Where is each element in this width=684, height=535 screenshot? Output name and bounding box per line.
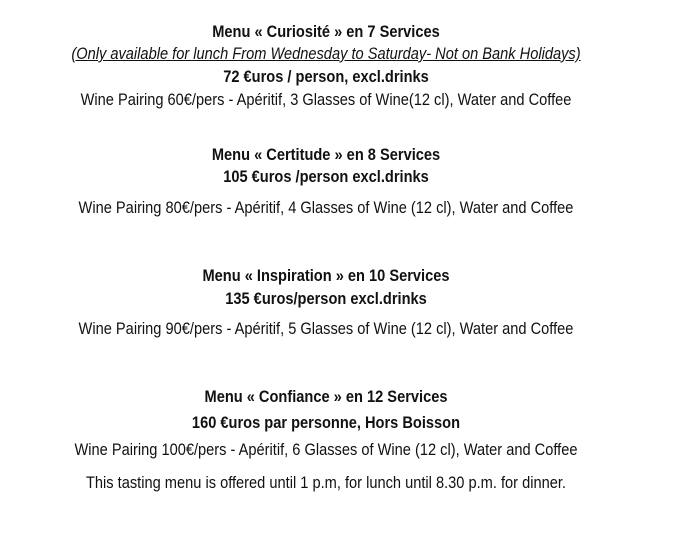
menu-certitude-title: Menu « Certitude » en 8 Services (211, 145, 441, 164)
menu-certitude-price: 105 €uros /person excl.drinks (223, 167, 429, 186)
menu-curiosite-wine-pairing: Wine Pairing 60€/pers - Apéritif, 3 Glasses of Wine(12 cl), Water and Coffee (80, 90, 572, 109)
menu-confiance-wine-pairing: Wine Pairing 100€/pers - Apéritif, 6 Glasses of Wine (12 cl), Water and Coffee (74, 440, 578, 459)
menu-confiance-title: Menu « Confiance » en 12 Services (204, 387, 448, 406)
menu-confiance-price: 160 €uros par personne, Hors Boisson (191, 413, 461, 432)
menu-inspiration-title: Menu « Inspiration » en 10 Services (202, 266, 450, 285)
menu-inspiration-price: 135 €uros/person excl.drinks (225, 289, 427, 308)
tasting-menu-hours-note: This tasting menu is offered until 1 p.m, for lunch until 8.30 p.m. for dinner. (85, 473, 567, 492)
menu-curiosite-price: 72 €uros / person, excl.drinks (223, 67, 429, 86)
menu-curiosite-title: Menu « Curiosité » en 7 Services (212, 22, 440, 41)
menu-certitude-wine-pairing: Wine Pairing 80€/pers - Apéritif, 4 Glasses of Wine (12 cl), Water and Coffee (78, 198, 574, 217)
menu-inspiration-wine-pairing: Wine Pairing 90€/pers - Apéritif, 5 Glasses of Wine (12 cl), Water and Coffee (78, 319, 574, 338)
menu-curiosite-availability-note: (Only available for lunch From Wednesday to Saturday- Not on Bank Holidays) (71, 44, 581, 63)
